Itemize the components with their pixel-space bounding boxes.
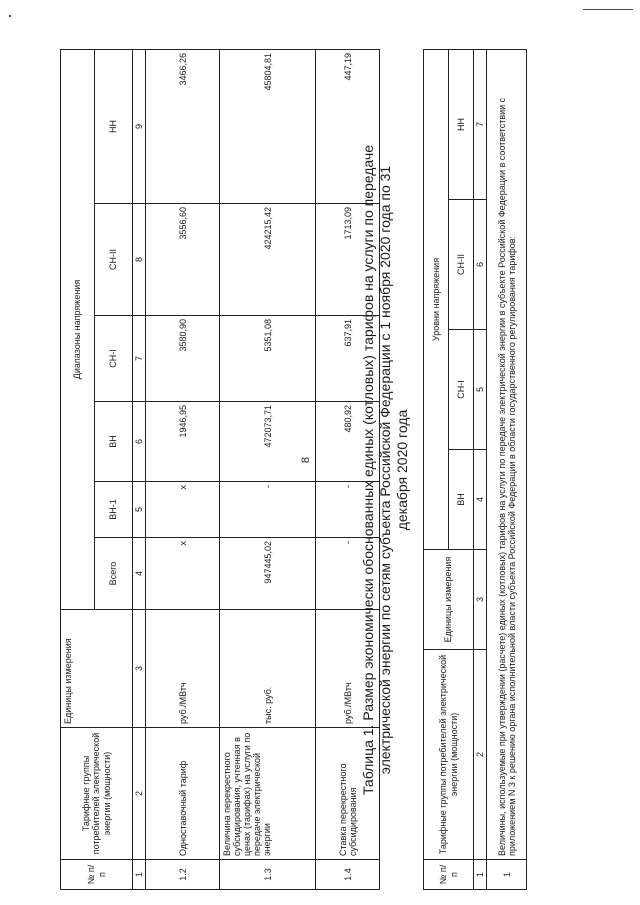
value-total: - [316,538,380,610]
header-group: Тарифные группы потребителей электрической энергии (мощности) [61,728,133,860]
tariff-table [60,49,380,890]
row-unit: руб./МВтч [316,610,380,728]
index-cell: 8 [133,204,146,316]
header-sn1: СН-I [449,330,474,450]
index-row [133,50,146,890]
row-num: 1.2 [146,860,220,890]
value-sn2: 424215,42 [220,204,316,316]
row-num: 1 [487,860,527,890]
row-name: Одноставочный тариф [146,728,220,860]
header-units: Единицы измерения [424,550,474,650]
row-num: 1.3 [220,860,316,890]
header-voltage-levels: Уровни напряжения [424,49,449,549]
index-cell: 5 [474,330,487,450]
scan-speck [9,15,11,17]
value-nn: 45804,81 [220,50,316,204]
table-caption: Таблица 1. Размер экономически обоснованных единых (котловых) тарифов на услуги по передаче электрической энергии по сетям субъекта Российской Федерации с 1 ноября 2020 года по 31 декабря 2020 года [360,145,411,796]
value-sn1: 3580,90 [146,316,220,402]
header-vn1: ВН-1 [95,482,133,538]
header-num: № п/п [61,860,133,890]
index-cell: 3 [474,550,487,650]
value-vn: 472073,71 [220,402,316,482]
value-sn1: 637,91 [316,316,380,402]
row-unit: руб./МВтч [146,610,220,728]
index-cell: 4 [133,538,146,610]
index-cell: 1 [133,860,146,890]
header-nn: НН [449,49,474,199]
index-cell: 2 [474,650,487,860]
header-num: № п/п [424,860,474,890]
value-vn: 1946,95 [146,402,220,482]
rotated-page-content [60,50,590,890]
index-cell: 2 [133,728,146,860]
value-vn1: - [220,482,316,538]
table-row [487,49,527,889]
value-vn1: х [146,482,220,538]
table-row [220,50,316,890]
header-voltage-ranges: Диапазоны напряжения [61,50,95,610]
header-total: Всего [95,538,133,610]
index-cell: 1 [474,860,487,890]
header-units: Единицы измерения [61,610,133,728]
index-row [474,49,487,889]
row-name: Ставка перекрестного субсидирования [316,728,380,860]
index-cell: 3 [133,610,146,728]
index-cell: 6 [474,200,487,330]
header-group: Тарифные группы потребителей электрической энергии (мощности) [424,650,474,860]
row-description: Величины, используемые при утверждении (расчете) единых (котловых) тарифов на услуги по передаче электрической энергии в субъекте Российской Федерации в соответствии с приложением N 3 к решению органа исполнительной власти субъекта Российской Федерации в области государственного регулирования тарифов: [487,49,527,859]
value-total: х [146,538,220,610]
value-sn1: 5351,08 [220,316,316,402]
index-cell: 7 [474,49,487,199]
value-total: 947445,02 [220,538,316,610]
header-vn: ВН [95,402,133,482]
index-cell: 7 [133,316,146,402]
value-sn2: 1713,09 [316,204,380,316]
table-row [146,50,220,890]
value-vn: 480,92 [316,402,380,482]
index-cell: 6 [133,402,146,482]
index-cell: 9 [133,50,146,204]
row-unit: тыс. руб. [220,610,316,728]
value-sn2: 3556,60 [146,204,220,316]
header-vn: ВН [449,450,474,550]
row-name: Величина перекрестного субсидирования, учтенная в ценах (тарифах) на услуги по передаче электрической энергии [220,728,316,860]
value-nn: 447,19 [316,50,380,204]
row-num: 1.4 [316,860,380,890]
value-nn: 3466,26 [146,50,220,204]
header-sn2: СН-II [95,204,133,316]
value-vn1: - [316,482,380,538]
header-sn1: СН-I [95,316,133,402]
header-nn: НН [95,50,133,204]
index-cell: 4 [474,450,487,550]
index-cell: 5 [133,482,146,538]
header-sn2: СН-II [449,200,474,330]
voltage-levels-table [423,49,527,890]
page-number: 8 [300,456,312,464]
header-rule [583,9,633,10]
